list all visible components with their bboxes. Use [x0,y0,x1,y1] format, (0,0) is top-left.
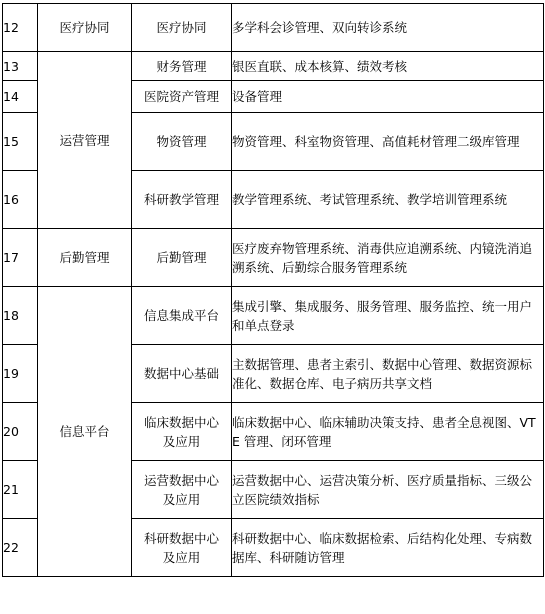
description-cell: 集成引擎、集成服务、服务管理、服务监控、统一用户和单点登录 [232,287,544,345]
subcategory-line: 临床数据中心 [143,414,219,430]
row-number: 13 [3,52,38,81]
subcategory-line: 及应用 [162,549,201,565]
subcategory-cell: 科研教学管理 [132,171,232,229]
subcategory-cell: 信息集成平台 [132,287,232,345]
subcategory-cell [132,403,232,461]
row-number: 12 [3,4,38,52]
description-cell: 医疗废弃物管理系统、消毒供应追溯系统、内镜洗消追溯系统、后勤综合服务管理系统 [232,229,544,287]
category-cell-platform: 信息平台 [38,287,132,577]
description-cell: 设备管理 [232,81,544,113]
row-number: 21 [3,461,38,519]
feature-table [2,3,544,577]
row-number: 20 [3,403,38,461]
description-cell: 科研数据中心、临床数据检索、后结构化处理、专病数据库、科研随访管理 [232,519,544,577]
category-cell: 后勤管理 [38,229,132,287]
description-cell: 运营数据中心、运营决策分析、医疗质量指标、三级公立医院绩效指标 [232,461,544,519]
subcategory-cell: 后勤管理 [132,229,232,287]
table-row [3,229,544,287]
subcategory-line: 科研数据中心 [143,530,219,546]
subcategory-line: 及应用 [162,433,201,449]
description-cell: 银医直联、成本核算、绩效考核 [232,52,544,81]
description-cell: 教学管理系统、考试管理系统、教学培训管理系统 [232,171,544,229]
row-number: 16 [3,171,38,229]
subcategory-cell [132,461,232,519]
row-number: 17 [3,229,38,287]
table-row [3,52,544,81]
subcategory-cell: 数据中心基础 [132,345,232,403]
subcategory-line: 及应用 [162,491,201,507]
subcategory-cell: 医院资产管理 [132,81,232,113]
row-number: 14 [3,81,38,113]
row-number: 18 [3,287,38,345]
subcategory-cell: 财务管理 [132,52,232,81]
category-cell-operations: 运营管理 [38,52,132,229]
description-cell: 临床数据中心、临床辅助决策支持、患者全息视图、VTE 管理、闭环管理 [232,403,544,461]
table-row [3,287,544,345]
description-cell: 主数据管理、患者主索引、数据中心管理、数据资源标准化、数据仓库、电子病历共享文档 [232,345,544,403]
subcategory-cell: 物资管理 [132,113,232,171]
row-number: 22 [3,519,38,577]
subcategory-cell: 医疗协同 [132,4,232,52]
subcategory-line: 运营数据中心 [143,472,219,488]
description-cell: 多学科会诊管理、双向转诊系统 [232,4,544,52]
category-cell: 医疗协同 [38,4,132,52]
description-cell: 物资管理、科室物资管理、高值耗材管理二级库管理 [232,113,544,171]
row-number: 15 [3,113,38,171]
subcategory-cell [132,519,232,577]
table-row [3,4,544,52]
row-number: 19 [3,345,38,403]
